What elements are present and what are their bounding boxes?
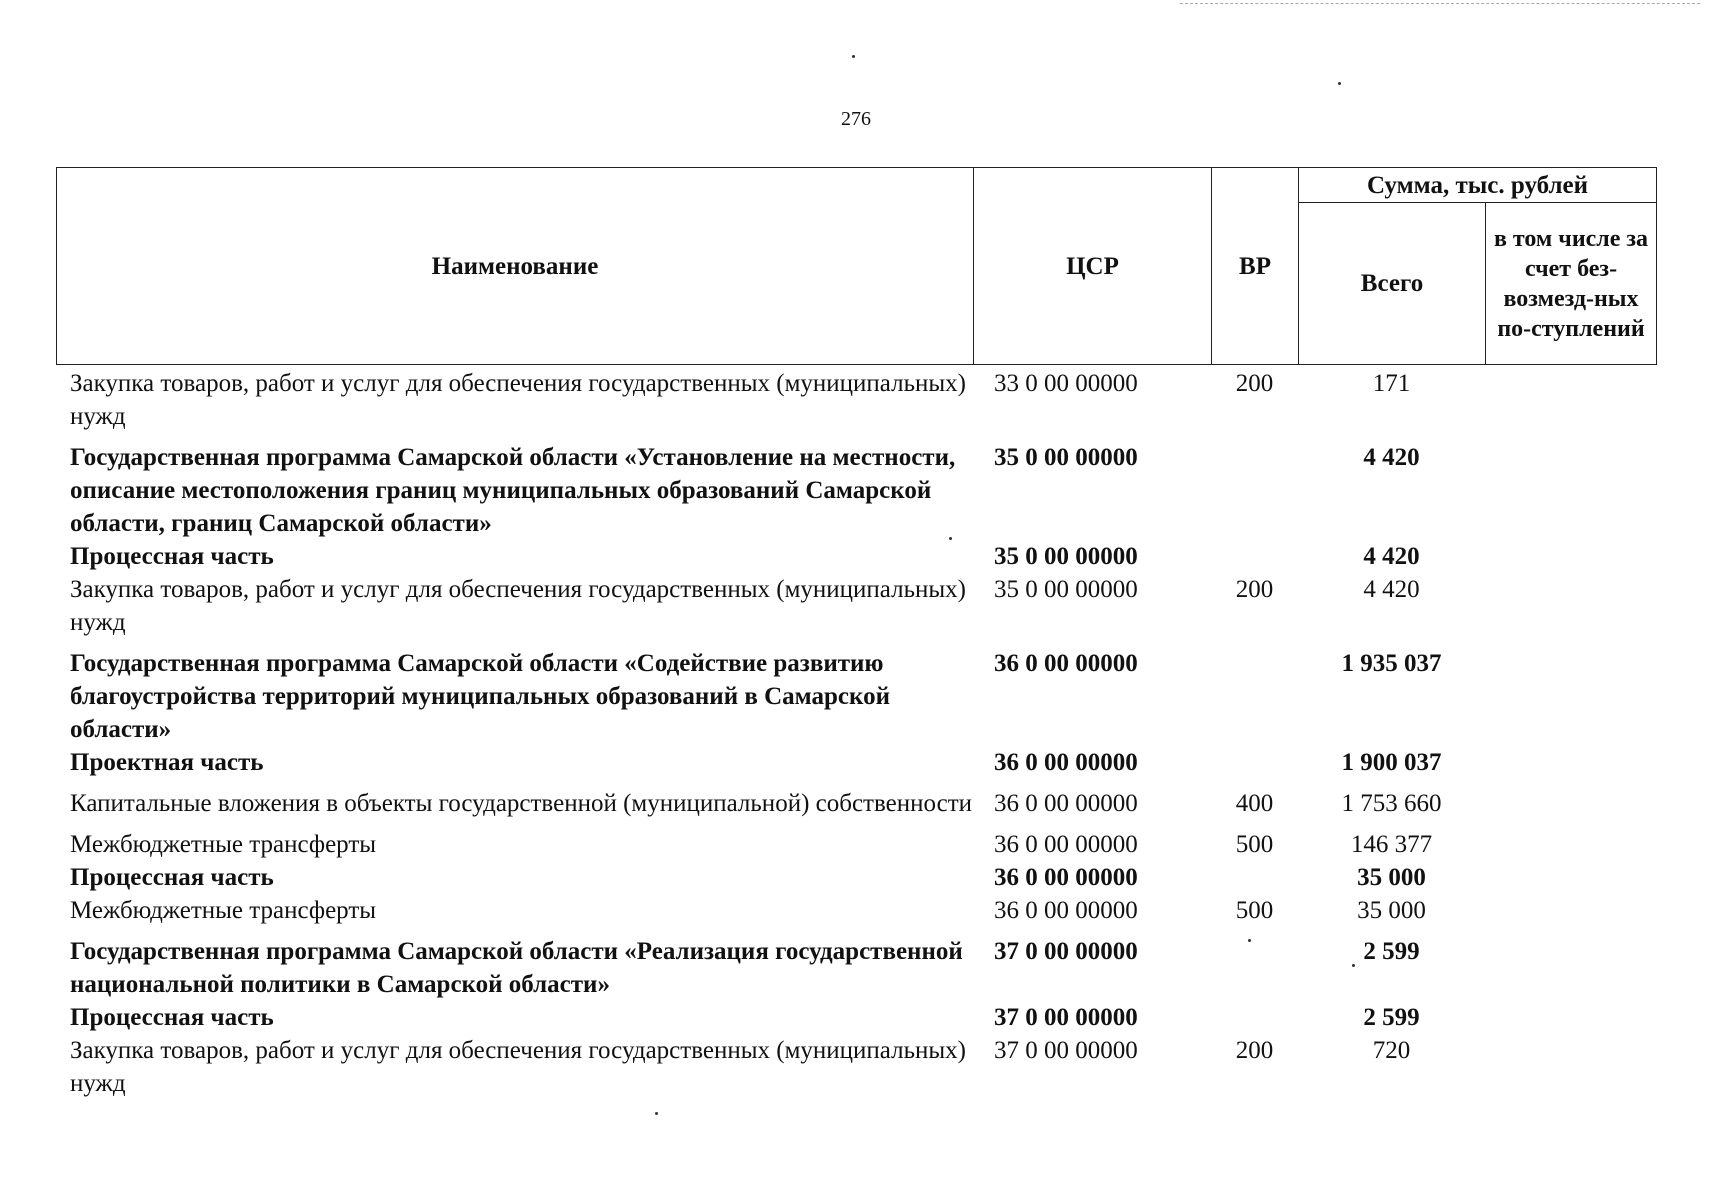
cell-total: 35 000 [1357,864,1426,891]
table-row [56,746,1656,779]
header-sum-group: Сумма, тыс. рублей [1299,168,1657,203]
table-row [56,861,1656,894]
cell-name: Закупка товаров, работ и услуг для обеспечения государственных (муниципальных) нужд [70,576,966,636]
table-row [56,894,1656,927]
cell-vr: 200 [1235,1037,1274,1064]
cell-free [1485,647,1656,746]
cell-csr: 36 0 00 00000 [994,897,1138,924]
cell-total: 146 377 [1350,831,1433,858]
cell-csr: 37 0 00 00000 [994,938,1138,965]
cell-csr: 36 0 00 00000 [994,749,1138,776]
cell-csr: 36 0 00 00000 [994,790,1138,817]
cell-free [1485,1034,1656,1100]
scan-speck [655,1112,658,1115]
cell-csr: 33 0 00 00000 [994,370,1138,397]
cell-vr [1211,935,1298,1001]
cell-free [1485,367,1656,433]
cell-name: Межбюджетные трансферты [70,897,377,924]
table-row [56,1034,1656,1100]
cell-total: 2 599 [1363,938,1420,965]
table-row [56,367,1656,433]
cell-vr [1211,861,1298,894]
cell-vr [1211,540,1298,573]
cell-free [1485,1001,1656,1034]
cell-free [1485,573,1656,639]
table-row [56,787,1656,820]
table-header [56,167,1657,365]
cell-total: 35 000 [1357,897,1426,924]
page-number: 276 [841,108,871,130]
header-name: Наименование [57,168,974,365]
cell-free [1485,441,1656,540]
header-vr: ВР [1212,168,1299,365]
cell-csr: 35 0 00 00000 [994,444,1138,471]
cell-vr: 200 [1235,370,1274,397]
cell-name: Государственная программа Самарской области «Установление на местности, описание местоположения границ муниципальных образований Самарской области, границ Самарской области» [70,444,956,537]
cell-csr: 36 0 00 00000 [994,831,1138,858]
cell-vr [1211,647,1298,746]
cell-csr: 35 0 00 00000 [994,576,1138,603]
cell-free [1485,540,1656,573]
cell-csr: 37 0 00 00000 [994,1004,1138,1031]
cell-total: 1 900 037 [1341,749,1442,776]
cell-total: 2 599 [1363,1004,1420,1031]
cell-name: Капитальные вложения в объекты государственной (муниципальной) собственности [70,790,973,817]
cell-vr: 500 [1235,897,1274,924]
cell-csr: 36 0 00 00000 [994,650,1138,677]
cell-vr: 200 [1235,576,1274,603]
scan-speck [1338,82,1341,85]
cell-free [1485,746,1656,779]
cell-name: Процессная часть [70,864,274,891]
cell-total: 4 420 [1363,444,1420,471]
table-row [56,828,1656,861]
scan-speck [852,55,855,58]
table-row [56,540,1656,573]
table-row [56,935,1656,1001]
cell-name: Межбюджетные трансферты [70,831,377,858]
cell-total: 171 [1372,370,1411,397]
table-row [56,1001,1656,1034]
cell-free [1485,787,1656,820]
cell-total: 720 [1372,1037,1411,1064]
cell-free [1485,894,1656,927]
cell-csr: 35 0 00 00000 [994,543,1138,570]
cell-vr: 400 [1235,790,1274,817]
cell-vr: 500 [1235,831,1274,858]
cell-total: 4 420 [1363,543,1420,570]
header-total: Всего [1299,203,1486,365]
cell-name: Процессная часть [70,543,274,570]
cell-vr [1211,441,1298,540]
cell-name: Процессная часть [70,1004,274,1031]
cell-free [1485,828,1656,861]
cell-name: Государственная программа Самарской области «Содействие развитию благоустройства территорий муниципальных образований в Самарской области» [70,650,891,743]
cell-vr [1211,1001,1298,1034]
header-csr: ЦСР [974,168,1212,365]
table-body [56,367,1656,1100]
cell-name: Государственная программа Самарской области «Реализация государственной национальной политики в Самарской области» [70,938,963,998]
table-row [56,441,1656,540]
cell-free [1485,935,1656,1001]
table-row [56,573,1656,639]
table-row [56,647,1656,746]
cell-csr: 37 0 00 00000 [994,1037,1138,1064]
cell-name: Закупка товаров, работ и услуг для обеспечения государственных (муниципальных) нужд [70,370,966,430]
cell-total: 1 753 660 [1341,790,1442,817]
cell-name: Проектная часть [70,749,264,776]
cell-free [1485,861,1656,894]
header-free-receipts: в том числе за счет без-возмезд-ных по-ступлений [1486,203,1657,365]
cell-total: 1 935 037 [1341,650,1442,677]
cell-name: Закупка товаров, работ и услуг для обеспечения государственных (муниципальных) нужд [70,1037,966,1097]
cell-csr: 36 0 00 00000 [994,864,1138,891]
cell-vr [1211,746,1298,779]
cell-total: 4 420 [1363,576,1420,603]
scan-edge-line [1180,3,1700,4]
